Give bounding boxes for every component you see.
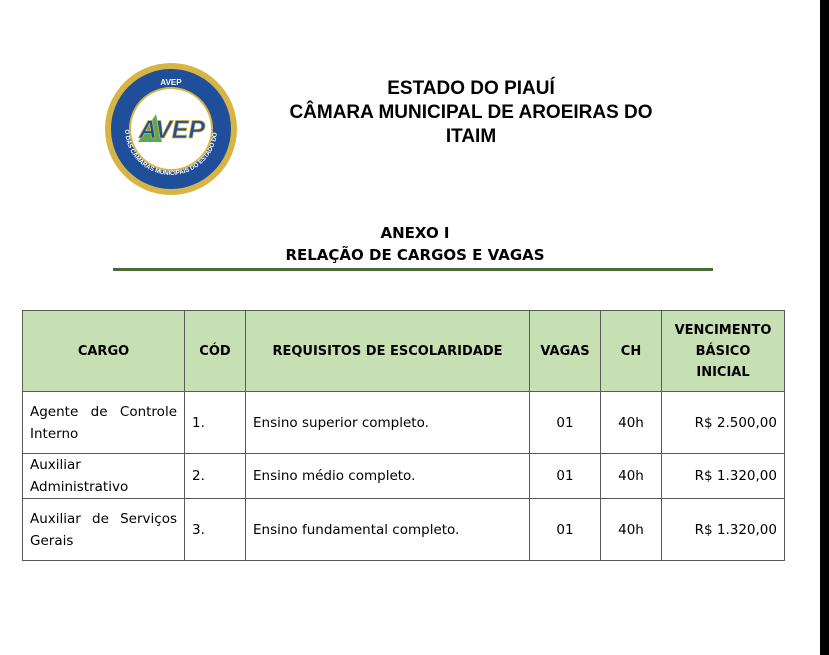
header-chamber-cont: ITAIM <box>445 126 497 147</box>
header-vencimento-line2: BÁSICO INICIAL <box>695 343 751 380</box>
cell-cargo: Auxiliar de Serviços Gerais <box>23 499 185 561</box>
table-row <box>23 454 785 499</box>
cell-vagas: 01 <box>530 499 601 561</box>
logo-top-text: AVEP <box>160 78 182 87</box>
document-header <box>262 77 680 149</box>
header-cargo: CARGO <box>23 311 185 392</box>
header-vencimento-line1: VENCIMENTO <box>674 322 772 338</box>
header-vagas: VAGAS <box>530 311 601 392</box>
page-edge <box>820 0 829 655</box>
header-state: ESTADO DO PIAUÍ <box>387 78 555 99</box>
annex-divider <box>113 268 713 271</box>
logo-center-text: AVEP <box>138 116 206 144</box>
table-row <box>23 499 785 561</box>
cell-vagas: 01 <box>530 454 601 499</box>
cell-requisitos: Ensino superior completo. <box>246 392 530 454</box>
annex-title <box>160 222 670 266</box>
cell-vencimento: R$ 1.320,00 <box>662 454 785 499</box>
avep-logo <box>104 62 238 196</box>
cell-vencimento: R$ 1.320,00 <box>662 499 785 561</box>
header-requisitos: REQUISITOS DE ESCOLARIDADE <box>246 311 530 392</box>
cell-ch: 40h <box>601 392 662 454</box>
cell-ch: 40h <box>601 454 662 499</box>
header-vencimento <box>662 311 785 392</box>
annex-subtitle: RELAÇÃO DE CARGOS E VAGAS <box>285 246 545 264</box>
cell-cod: 2. <box>185 454 246 499</box>
positions-table <box>22 310 785 561</box>
cell-cargo: Agente de Controle Interno <box>23 392 185 454</box>
cell-cod: 1. <box>185 392 246 454</box>
header-chamber: CÂMARA MUNICIPAL DE AROEIRAS DO <box>289 102 653 123</box>
cell-requisitos: Ensino médio completo. <box>246 454 530 499</box>
cell-ch: 40h <box>601 499 662 561</box>
annex-number: ANEXO I <box>380 224 450 242</box>
table-header-row <box>23 311 785 392</box>
cell-vagas: 01 <box>530 392 601 454</box>
header-ch: CH <box>601 311 662 392</box>
cell-vencimento: R$ 2.500,00 <box>662 392 785 454</box>
table-row <box>23 392 785 454</box>
cell-cargo: Auxiliar Administrativo <box>23 454 185 499</box>
logo-ring-text: O DAS CÂMARAS MUNICIPAIS DO ESTADO DO <box>122 129 219 178</box>
cell-cod: 3. <box>185 499 246 561</box>
cell-requisitos: Ensino fundamental completo. <box>246 499 530 561</box>
header-cod: CÓD <box>185 311 246 392</box>
